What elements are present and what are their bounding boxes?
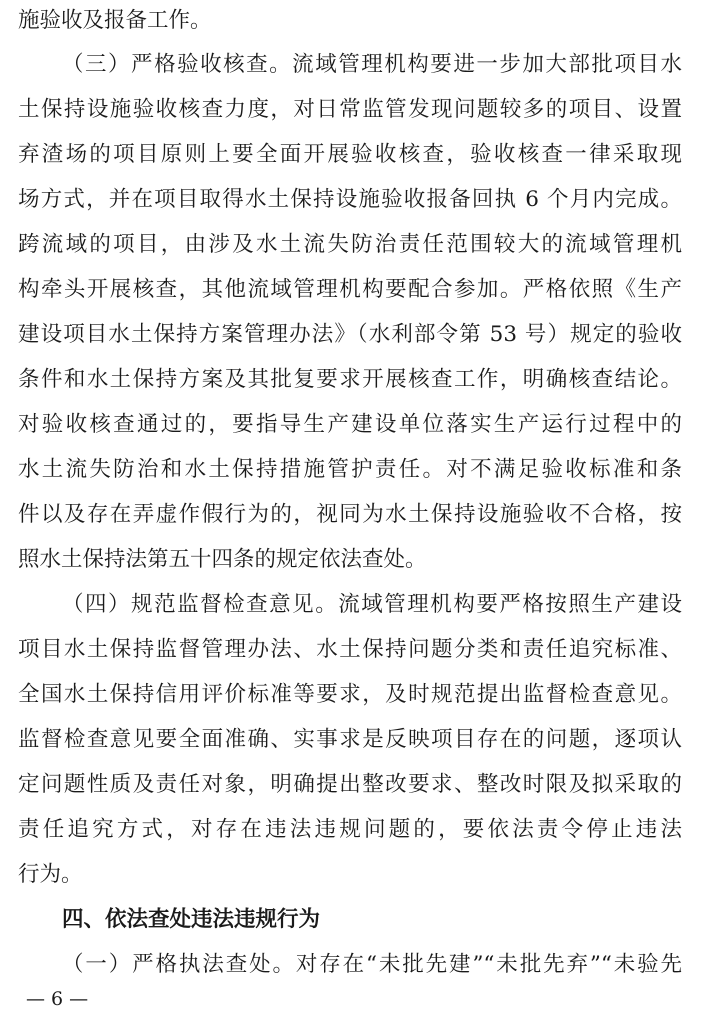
text-line: 构牵头开展核查，其他流域管理机构要配合参加。严格依照《生产 — [18, 277, 682, 302]
text-line: 监督检查意见要全面准确、实事求是反映项目存在的问题，逐项认 — [18, 727, 682, 752]
text-line: 场方式，并在项目取得水土保持设施验收报备回执 6 个月内完成。 — [18, 187, 682, 212]
text-line: 条件和水土保持方案及其批复要求开展核查工作，明确核查结论。 — [18, 367, 682, 392]
paragraph-start-line: （一）严格执法查处。对存在“未批先建”“未批先弃”“未验先 — [62, 952, 682, 977]
paragraph-start-line: （三）严格验收核查。流域管理机构要进一步加大部批项目水 — [62, 52, 682, 77]
paragraph-start-line: （四）规范监督检查意见。流域管理机构要严格按照生产建设 — [62, 592, 682, 617]
page-number: — 6 — — [26, 988, 89, 1010]
section-heading: 四、依法查处违法违规行为 — [62, 907, 321, 932]
text-line: 照水土保持法第五十四条的规定依法查处。 — [18, 547, 427, 572]
text-line: 水土流失防治和水土保持措施管护责任。对不满足验收标准和条 — [18, 457, 682, 482]
text-line: 项目水土保持监督管理办法、水土保持问题分类和责任追究标准、 — [18, 637, 682, 662]
text-line: 件以及存在弄虚作假行为的，视同为水土保持设施验收不合格，按 — [18, 502, 682, 527]
text-line: 弃渣场的项目原则上要全面开展验收核查，验收核查一律采取现 — [18, 142, 682, 167]
text-line: 建设项目水土保持方案管理办法》（水利部令第 53 号）规定的验收 — [18, 322, 682, 347]
text-line: 对验收核查通过的，要指导生产建设单位落实生产运行过程中的 — [18, 412, 682, 437]
text-line: 跨流域的项目，由涉及水土流失防治责任范围较大的流域管理机 — [18, 232, 682, 257]
text-line: 施验收及报备工作。 — [18, 8, 212, 33]
text-line: 定问题性质及责任对象，明确提出整改要求、整改时限及拟采取的 — [18, 772, 682, 797]
text-line: 行为。 — [18, 862, 83, 887]
text-line: 土保持设施验收核查力度，对日常监管发现问题较多的项目、设置 — [18, 97, 682, 122]
text-line: 责任追究方式，对存在违法违规问题的，要依法责令停止违法 — [18, 817, 682, 842]
text-line: 全国水土保持信用评价标准等要求，及时规范提出监督检查意见。 — [18, 682, 682, 707]
